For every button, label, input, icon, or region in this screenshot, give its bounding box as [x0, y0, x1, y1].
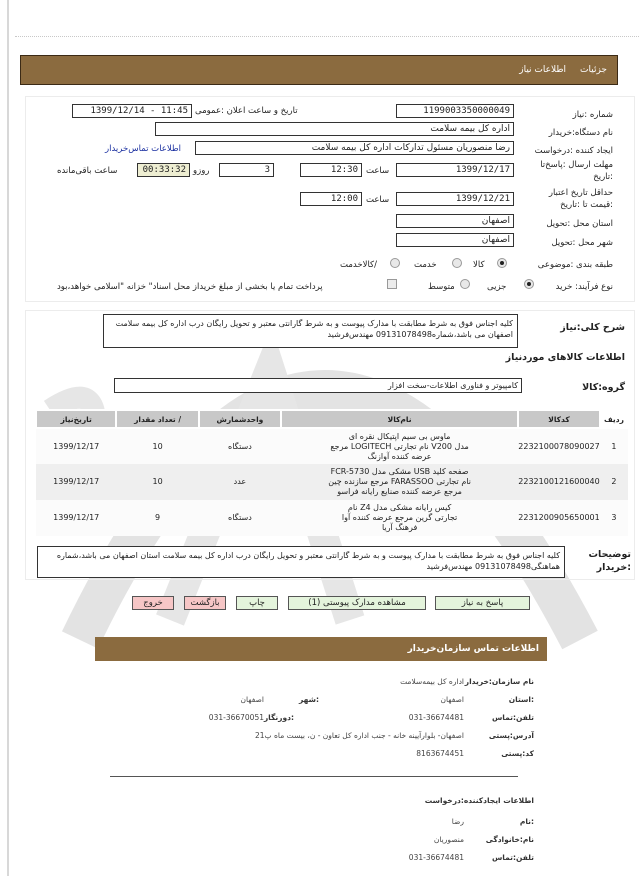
- process-radio-minor[interactable]: [524, 279, 534, 289]
- buyer-notes-label-2: :خریدار: [596, 562, 631, 573]
- reply-deadline-label: مهلت ارسال :پاسخ‌تا: [540, 160, 613, 170]
- category-goods-service-label: /کالاخدمت: [340, 260, 377, 270]
- reply-to-need-button[interactable]: پاسخ به نیاز: [435, 596, 530, 610]
- province-field: اصفهان: [396, 214, 514, 228]
- contact-fax-value: 031-36670051: [208, 713, 264, 722]
- contact-org-value: اداره کل بیمه‌سلامت: [400, 677, 464, 686]
- reply-deadline-time: 12:30: [300, 163, 362, 177]
- creator-info-title: اطلاعات ایجادکننده:درخواست: [424, 796, 534, 805]
- back-button[interactable]: بازگشت: [184, 596, 226, 610]
- row-number: 3: [600, 500, 628, 536]
- category-label: طبقه بندی :موضوعی: [537, 260, 613, 270]
- province-label: استان محل :تحویل: [546, 219, 613, 229]
- process-minor-label: جزیی: [487, 282, 507, 292]
- table-row: [36, 428, 628, 464]
- category-radio-goods-service[interactable]: [390, 258, 400, 268]
- col-unit: واحدشمارش: [199, 410, 281, 428]
- category-goods-label: کالا: [473, 260, 485, 270]
- goods-name: صفحه کلید USB مشکی مدل FCR-5730 نام تجارتی FARASSOO مرجع سازنده چین مرجع عرضه کننده صنایع رایانه فراسو: [281, 464, 518, 500]
- reply-time-label: ساعت: [366, 166, 390, 176]
- goods-group-field: کامپیوتر و فناوری اطلاعات-سخت افزار: [114, 378, 522, 393]
- category-radio-goods[interactable]: [497, 258, 507, 268]
- treasury-payment-checkbox[interactable]: [387, 279, 397, 289]
- contact-province-value: اصفهان: [440, 695, 464, 704]
- goods-unit: دستگاه: [199, 428, 281, 464]
- treasury-payment-label: پرداخت تمام یا بخشی از مبلغ خریداز محل اسناد" خزانه "اسلامی خواهد،بود: [57, 282, 323, 292]
- col-row: ردیف: [600, 410, 628, 428]
- goods-section-title: اطلاعات کالاهای موردنیاز: [505, 352, 625, 363]
- page-left-border: [7, 0, 9, 876]
- table-row: [36, 464, 628, 500]
- category-service-label: خدمت: [414, 260, 437, 270]
- view-attachments-button[interactable]: مشاهده مدارک پیوستی (1): [288, 596, 426, 610]
- contact-province-label: :استان: [508, 695, 534, 704]
- creator-name-label: :نام: [519, 817, 534, 826]
- contact-org-label: نام سازمان:خریدار: [464, 677, 534, 686]
- goods-group-label: گروه:کالا: [582, 382, 625, 393]
- print-button[interactable]: چاپ: [236, 596, 278, 610]
- process-radio-medium[interactable]: [460, 279, 470, 289]
- col-date: تاریخ‌نیاز: [36, 410, 116, 428]
- top-nav-bar: [20, 55, 618, 85]
- creator-family-label: نام:خانوادگی: [485, 835, 534, 844]
- goods-date: 1399/12/17: [36, 428, 116, 464]
- goods-name: ماوس بی سیم اپتیکال نقره ای مدل V200 نام تجارتی LOGITECH مرجع عرضه کننده آوازنگ: [281, 428, 518, 464]
- row-number: 1: [600, 428, 628, 464]
- goods-unit: دستگاه: [199, 500, 281, 536]
- goods-code: 2232100121600040: [518, 464, 600, 500]
- price-validity-label: حداقل تاریخ اعتبار: [548, 188, 613, 198]
- announce-datetime-field: 1399/12/14 - 11:45: [72, 104, 192, 118]
- creator-label: ایجاد کننده :درخواست: [534, 146, 613, 156]
- row-number: 2: [600, 464, 628, 500]
- goods-code: 2231200905650001: [518, 500, 600, 536]
- contact-phone-label: تلفن:تماس: [491, 713, 534, 722]
- creator-family-value: منصوریان: [433, 835, 464, 844]
- price-validity-time-label: ساعت: [366, 195, 390, 205]
- category-radio-service[interactable]: [452, 258, 462, 268]
- goods-code: 2232100078090027: [518, 428, 600, 464]
- contact-phone-value: 031-36674481: [408, 713, 464, 722]
- contact-postal-label: کد:پستی: [501, 749, 534, 758]
- description-text: کلیه اجناس فوق به شرط مطابقت با مدارک پیوست و به شرط گارانتی معتبر و تحویل رایگان درب اداره کل بیمه سلامت اصفهان می باشد،شماره09131078498 مهندس‌فرشید: [103, 314, 518, 348]
- goods-date: 1399/12/17: [36, 500, 116, 536]
- need-number-label: شماره :نیاز: [572, 110, 613, 120]
- price-validity-time: 12:00: [300, 192, 362, 206]
- section-divider: [110, 776, 518, 777]
- city-field: اصفهان: [396, 233, 514, 247]
- goods-qty: 10: [116, 464, 198, 500]
- need-number-field: 1199003350000049: [396, 104, 514, 118]
- creator-phone-label: تلفن:تماس: [491, 853, 534, 862]
- price-validity-label-2: :قیمت تا :تاریخ: [560, 200, 613, 210]
- header-divider: [15, 36, 639, 38]
- goods-table: [35, 409, 629, 536]
- reply-deadline-date: 1399/12/17: [396, 163, 514, 177]
- announce-label: تاریخ و ساعت اعلان :عمومی: [195, 106, 298, 116]
- buyer-org-field: اداره کل بیمه سلامت: [155, 122, 514, 136]
- col-code: کدکالا: [518, 410, 600, 428]
- contact-section-header: [95, 637, 547, 661]
- buyer-contact-link[interactable]: اطلاعات تماس‌خریدار: [105, 144, 182, 154]
- buyer-org-label: نام دستگاه:خریدار: [548, 128, 613, 138]
- contact-address-label: آدرس:پستی: [488, 731, 534, 740]
- creator-name-value: رضا: [451, 817, 464, 826]
- col-name: نام‌کالا: [281, 410, 518, 428]
- reply-deadline-label-2: :تاریخ: [593, 172, 613, 182]
- contact-city-label: :شهر: [299, 695, 319, 704]
- goods-unit: عدد: [199, 464, 281, 500]
- table-row: [36, 500, 628, 536]
- remaining-days-field: 3: [219, 163, 274, 177]
- exit-button[interactable]: خروج: [132, 596, 174, 610]
- contact-city-value: اصفهان: [240, 695, 264, 704]
- buyer-notes-text: کلیه اجناس فوق به شرط مطابقت با مدارک پیوست و به شرط گارانتی معتبر و تحویل رایگان درب اداره کل بیمه سلامت استان اصفهان می باشد،شماره هماهنگی09131078498 مهندس‌فرشید: [37, 546, 565, 578]
- contact-fax-label: :دورنگار: [263, 713, 294, 722]
- tab-details[interactable]: جزئیات: [580, 65, 607, 75]
- contact-section-title: اطلاعات تماس سازمان‌خریدار: [407, 644, 539, 654]
- contact-address-value: اصفهان- بلوارآیینه خانه - جنب اداره کل تعاون - ن، بیست ماه پ21: [255, 731, 464, 740]
- goods-qty: 10: [116, 428, 198, 464]
- city-label: شهر محل :تحویل: [551, 238, 613, 248]
- process-label: نوع فرآیند: خرید: [555, 282, 613, 292]
- goods-date: 1399/12/17: [36, 464, 116, 500]
- col-qty: / تعداد مقدار: [116, 410, 198, 428]
- remaining-time-label: ساعت باقی‌مانده: [57, 166, 118, 176]
- days-label: روزو: [193, 166, 210, 176]
- creator-field: رضا منصوریان مسئول تدارکات اداره کل بیمه سلامت: [195, 141, 514, 155]
- price-validity-date: 1399/12/21: [396, 192, 514, 206]
- goods-name: کیس رایانه مشکی مدل Z4 نام تجارتی گرین مرجع عرضه کننده آوا فرهنگ آریا: [281, 500, 518, 536]
- goods-qty: 9: [116, 500, 198, 536]
- creator-phone-value: 031-36674481: [408, 853, 464, 862]
- description-label: شرح کلی:نیاز: [560, 322, 625, 333]
- remaining-time-field: 00:33:32: [137, 163, 190, 177]
- buyer-notes-label: توضیحات: [588, 549, 631, 560]
- process-medium-label: متوسط: [428, 282, 455, 292]
- tab-need-info[interactable]: اطلاعات نیاز: [519, 65, 567, 75]
- contact-postal-value: 8163674451: [416, 749, 464, 758]
